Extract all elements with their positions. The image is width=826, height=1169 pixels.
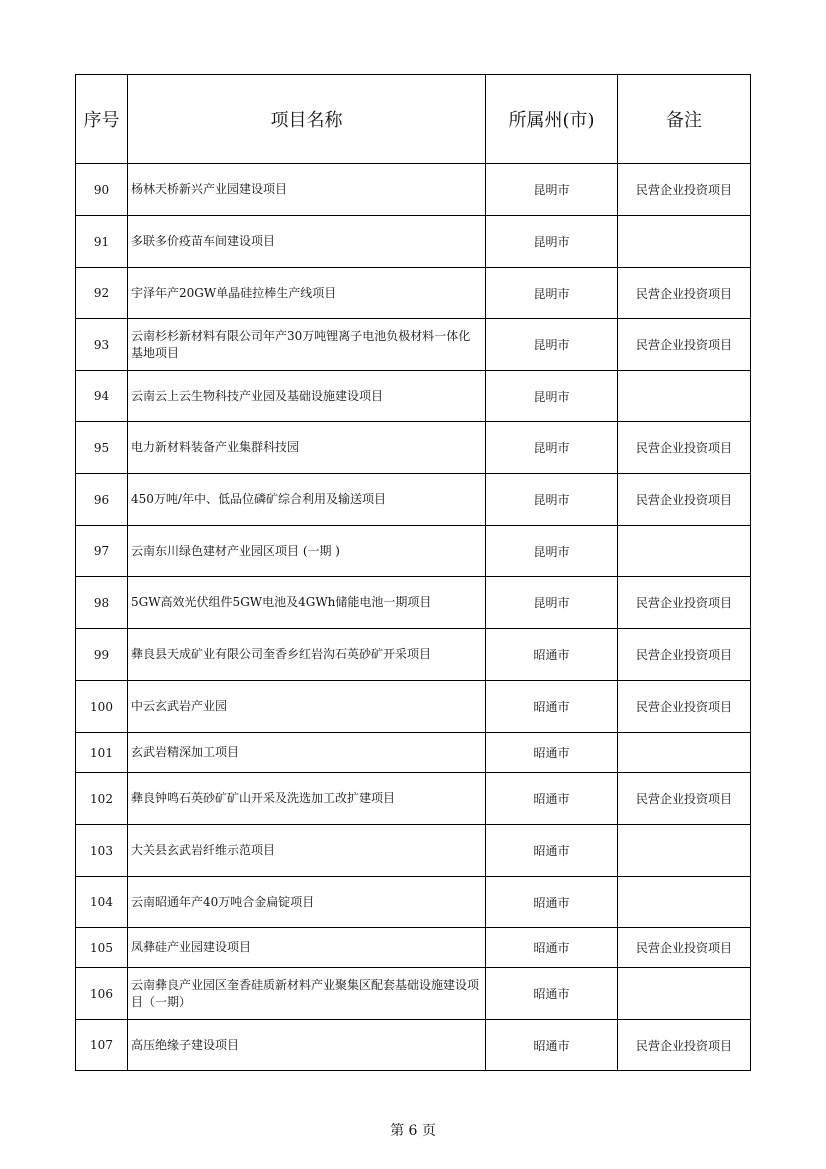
- project-name: 凤彝硅产业园建设项目: [128, 928, 486, 968]
- table-body: [76, 164, 751, 1071]
- header-no: 序号: [76, 75, 128, 164]
- note: [618, 825, 751, 877]
- table-row: [76, 577, 751, 629]
- note: [618, 371, 751, 422]
- project-name: 云南东川绿色建材产业园区项目 (一期 ): [128, 526, 486, 577]
- table-row: [76, 164, 751, 216]
- city: 昆明市: [486, 319, 618, 371]
- note: 民营企业投资项目: [618, 319, 751, 371]
- table-row: [76, 877, 751, 928]
- project-name: 5GW高效光伏组件5GW电池及4GWh储能电池一期项目: [128, 577, 486, 629]
- table-row: [76, 474, 751, 526]
- note: 民营企业投资项目: [618, 629, 751, 681]
- row-number: 99: [76, 629, 128, 681]
- note: [618, 877, 751, 928]
- note: 民营企业投资项目: [618, 1020, 751, 1071]
- project-name: 高压绝缘子建设项目: [128, 1020, 486, 1071]
- table-row: [76, 526, 751, 577]
- city: 昭通市: [486, 681, 618, 733]
- project-name: 电力新材料装备产业集群科技园: [128, 422, 486, 474]
- row-number: 104: [76, 877, 128, 928]
- header-row: [76, 75, 751, 164]
- city: 昭通市: [486, 1020, 618, 1071]
- row-number: 94: [76, 371, 128, 422]
- note: [618, 968, 751, 1020]
- row-number: 101: [76, 733, 128, 773]
- project-name: 彝良钟鸣石英砂矿矿山开采及洗选加工改扩建项目: [128, 773, 486, 825]
- table-row: [76, 216, 751, 268]
- note: 民营企业投资项目: [618, 928, 751, 968]
- table-row: [76, 1020, 751, 1071]
- table-row: [76, 733, 751, 773]
- table-row: [76, 681, 751, 733]
- row-number: 98: [76, 577, 128, 629]
- note: [618, 216, 751, 268]
- city: 昭通市: [486, 825, 618, 877]
- note: 民营企业投资项目: [618, 577, 751, 629]
- city: 昆明市: [486, 474, 618, 526]
- project-table: [75, 74, 751, 1071]
- city: 昆明市: [486, 577, 618, 629]
- row-number: 102: [76, 773, 128, 825]
- header-city: 所属州(市): [486, 75, 618, 164]
- note: 民营企业投资项目: [618, 474, 751, 526]
- project-name: 云南杉杉新材料有限公司年产30万吨锂离子电池负极材料一体化基地项目: [128, 319, 486, 371]
- city: 昭通市: [486, 733, 618, 773]
- city: 昆明市: [486, 164, 618, 216]
- project-name: 450万吨/年中、低品位磷矿综合利用及输送项目: [128, 474, 486, 526]
- project-name: 多联多价疫苗车间建设项目: [128, 216, 486, 268]
- project-name: 大关县玄武岩纤维示范项目: [128, 825, 486, 877]
- table-row: [76, 773, 751, 825]
- city: 昭通市: [486, 773, 618, 825]
- table-row: [76, 268, 751, 319]
- project-name: 中云玄武岩产业园: [128, 681, 486, 733]
- row-number: 105: [76, 928, 128, 968]
- project-name: 云南云上云生物科技产业园及基础设施建设项目: [128, 371, 486, 422]
- project-name: 彝良县天成矿业有限公司奎香乡红岩沟石英砂矿开采项目: [128, 629, 486, 681]
- row-number: 106: [76, 968, 128, 1020]
- table-row: [76, 319, 751, 371]
- table-row: [76, 928, 751, 968]
- table-row: [76, 825, 751, 877]
- note: 民营企业投资项目: [618, 164, 751, 216]
- project-name: 云南昭通年产40万吨合金扁锭项目: [128, 877, 486, 928]
- row-number: 100: [76, 681, 128, 733]
- row-number: 103: [76, 825, 128, 877]
- project-name: 玄武岩精深加工项目: [128, 733, 486, 773]
- note: 民营企业投资项目: [618, 268, 751, 319]
- header-name: 项目名称: [128, 75, 486, 164]
- note: 民营企业投资项目: [618, 422, 751, 474]
- city: 昆明市: [486, 268, 618, 319]
- project-name: 宇泽年产20GW单晶硅拉棒生产线项目: [128, 268, 486, 319]
- city: 昭通市: [486, 877, 618, 928]
- row-number: 90: [76, 164, 128, 216]
- note: 民营企业投资项目: [618, 681, 751, 733]
- project-name: 杨林天桥新兴产业园建设项目: [128, 164, 486, 216]
- city: 昭通市: [486, 968, 618, 1020]
- row-number: 107: [76, 1020, 128, 1071]
- note: [618, 733, 751, 773]
- page-number: 第 6 页: [390, 1123, 436, 1139]
- row-number: 95: [76, 422, 128, 474]
- table-row: [76, 968, 751, 1020]
- table-row: [76, 629, 751, 681]
- table-row: [76, 371, 751, 422]
- city: 昆明市: [486, 216, 618, 268]
- city: 昆明市: [486, 526, 618, 577]
- row-number: 92: [76, 268, 128, 319]
- header-note: 备注: [618, 75, 751, 164]
- city: 昆明市: [486, 422, 618, 474]
- row-number: 91: [76, 216, 128, 268]
- note: 民营企业投资项目: [618, 773, 751, 825]
- city: 昆明市: [486, 371, 618, 422]
- project-name: 云南彝良产业园区奎香硅质新材料产业聚集区配套基础设施建设项目（一期）: [128, 968, 486, 1020]
- row-number: 96: [76, 474, 128, 526]
- city: 昭通市: [486, 928, 618, 968]
- row-number: 93: [76, 319, 128, 371]
- city: 昭通市: [486, 629, 618, 681]
- note: [618, 526, 751, 577]
- table-row: [76, 422, 751, 474]
- row-number: 97: [76, 526, 128, 577]
